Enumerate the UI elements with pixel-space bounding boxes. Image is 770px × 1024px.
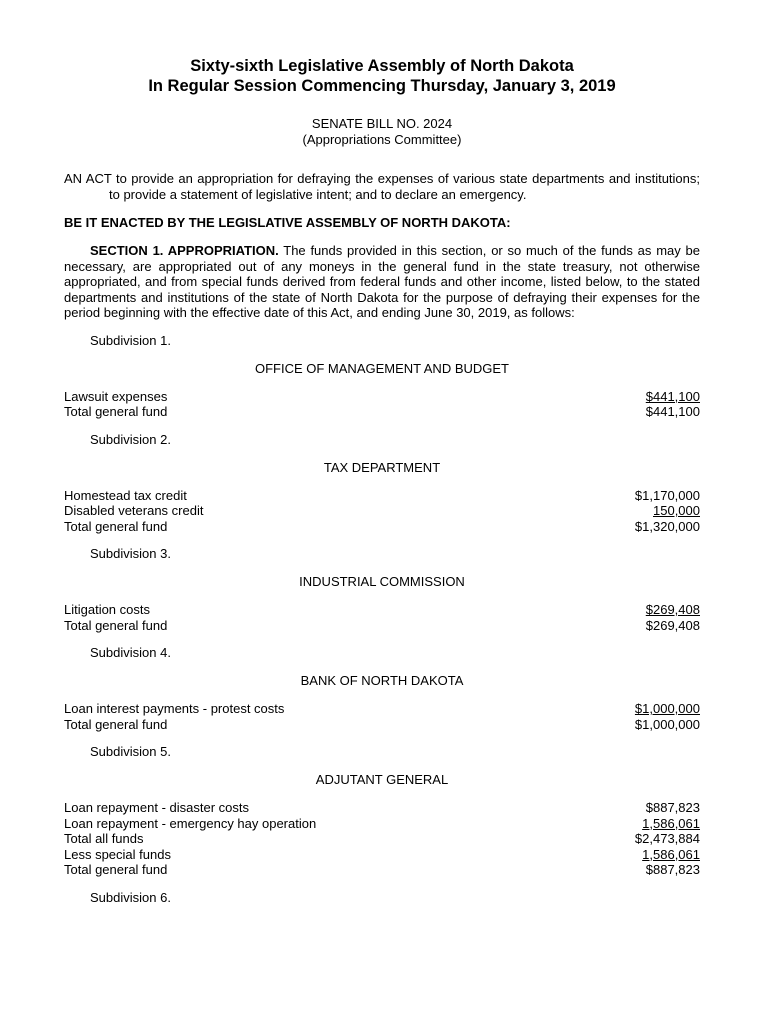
subdivision-label: Subdivision 1. (90, 332, 171, 348)
line-item-label: Total general fund (64, 716, 168, 732)
line-item-amount: $269,408 (645, 602, 700, 617)
subdivision-4 (64, 645, 700, 732)
line-item-label: Loan repayment - disaster costs (64, 800, 249, 815)
line-item-amount: 150,000 (653, 503, 700, 518)
line-item (64, 488, 700, 504)
line-item-label: Total general fund (64, 862, 168, 877)
section-1-heading: SECTION 1. APPROPRIATION. (90, 243, 279, 258)
agency-name: TAX DEPARTMENT (323, 459, 441, 475)
line-item-amount: $1,000,000 (634, 701, 700, 716)
line-item-amount: 1,586,061 (642, 815, 700, 831)
line-item (64, 618, 700, 634)
line-item-amount: $887,823 (645, 800, 700, 815)
line-item-amount: $441,100 (645, 404, 700, 419)
line-items (64, 800, 700, 878)
subdivision-label: Subdivision 5. (90, 744, 171, 759)
subdivision-list (64, 333, 700, 878)
subdivision-label: Subdivision 4. (90, 645, 171, 660)
act-intro: AN ACT to provide an appropriation for defraying the expenses of various state departments and institutions; to provide a statement of legislative intent; and to declare an emergency. (64, 171, 700, 202)
line-item (64, 816, 700, 832)
line-item-amount: $441,100 (645, 388, 700, 404)
committee-name: (Appropriations Committee) (302, 132, 462, 147)
line-item-label: Homestead tax credit (64, 487, 187, 503)
agency-name: BANK OF NORTH DAKOTA (300, 673, 464, 688)
line-item-label: Total general fund (64, 404, 168, 419)
line-item-label: Loan interest payments - protest costs (64, 701, 285, 716)
line-item-label: Litigation costs (64, 602, 150, 617)
line-item (64, 831, 700, 847)
subdivision-label: Subdivision 3. (90, 546, 171, 561)
line-item-amount: $269,408 (645, 617, 700, 633)
line-item-label: Less special funds (64, 846, 171, 862)
bill-page (64, 56, 700, 906)
line-items (64, 701, 700, 732)
agency-name: INDUSTRIAL COMMISSION (299, 574, 465, 589)
line-item (64, 389, 700, 405)
line-item-label: Total general fund (64, 617, 168, 633)
line-item (64, 519, 700, 535)
line-item-label: Loan repayment - emergency hay operation (64, 815, 317, 831)
line-item (64, 602, 700, 618)
title-line-2: In Regular Session Commencing Thursday, January 3, 2019 (148, 77, 616, 95)
subdivision-3 (64, 546, 700, 633)
line-item-label: Lawsuit expenses (64, 388, 168, 404)
bill-number-block (64, 116, 700, 148)
enacting-clause: BE IT ENACTED BY THE LEGISLATIVE ASSEMBLY OF NORTH DAKOTA: (64, 215, 511, 230)
line-item (64, 503, 700, 519)
line-item-amount: $1,320,000 (634, 518, 700, 534)
line-item-amount: $1,170,000 (634, 487, 700, 503)
bill-title (64, 56, 700, 96)
line-item-label: Total general fund (64, 518, 168, 534)
line-items (64, 602, 700, 633)
subdivision-2 (64, 432, 700, 535)
line-item (64, 862, 700, 878)
line-item (64, 701, 700, 717)
line-item (64, 717, 700, 733)
line-item-label: Disabled veterans credit (64, 503, 204, 518)
line-item-amount: $887,823 (645, 862, 700, 877)
line-item (64, 800, 700, 816)
line-item-label: Total all funds (64, 831, 144, 846)
agency-name: ADJUTANT GENERAL (315, 772, 449, 787)
line-item (64, 404, 700, 420)
agency-name: OFFICE OF MANAGEMENT AND BUDGET (254, 360, 509, 376)
subdivision-5 (64, 744, 700, 878)
line-items (64, 389, 700, 420)
line-item-amount: $1,000,000 (634, 716, 700, 732)
line-item-amount: $2,473,884 (634, 831, 700, 846)
line-item (64, 847, 700, 863)
section-1 (64, 243, 700, 321)
subdivision-label: Subdivision 2. (90, 431, 171, 447)
subdivision-6-label: Subdivision 6. (90, 889, 171, 905)
subdivision-1 (64, 333, 700, 420)
section-1-body: The funds provided in this section, or so much of the funds as may be necessary, are appropriated out of any moneys in the general fund in the state treasury, not otherwise appropriated, and from special funds derived from federal funds and other income, listed below, to the stated departments and institutions of the state of North Dakota for the purpose of defraying their expenses for the period beginning with the effective date of this Act, and ending June 30, 2019, as follows: (64, 243, 700, 320)
line-item-amount: 1,586,061 (642, 846, 700, 862)
line-items (64, 488, 700, 535)
bill-number: SENATE BILL NO. 2024 (311, 116, 453, 131)
title-line-1: Sixty-sixth Legislative Assembly of North Dakota (190, 57, 574, 75)
